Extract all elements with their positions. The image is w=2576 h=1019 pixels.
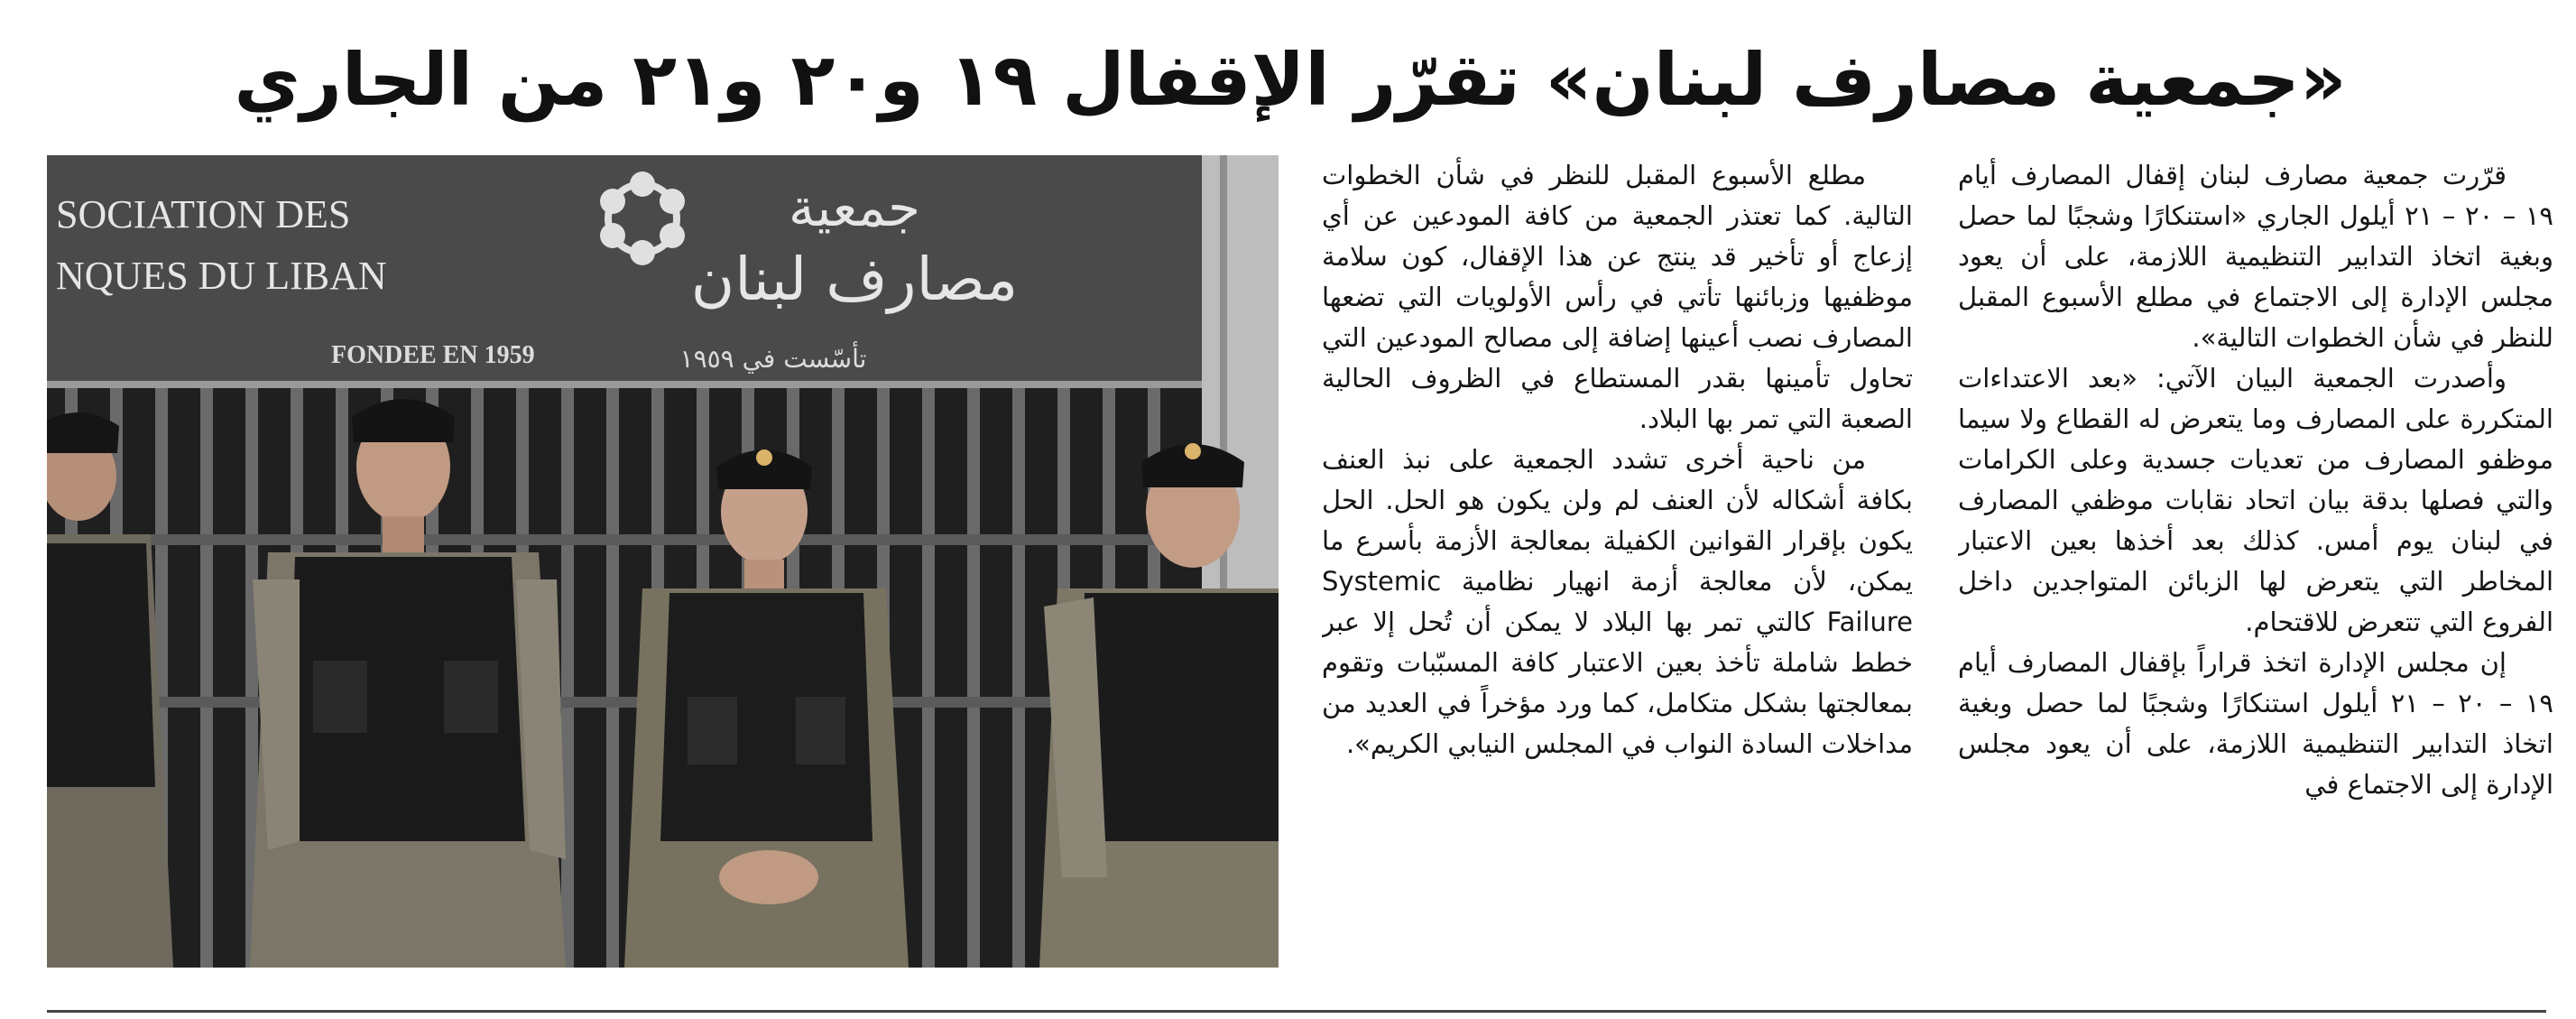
- article-paragraph: قرّرت جمعية مصارف لبنان إقفال المصارف أيام ١٩ – ٢٠ – ٢١ أيلول الجاري «استنكارًا وشجبًا لما حصل وبغية اتخاذ التدابير التنظيمية اللازمة، على أن يعود مجلس الإدارة إلى الاجتماع في مطلع الأسبوع المقبل للنظر في شأن الخطوات التالية».: [1958, 160, 2553, 353]
- article-column-right: [1958, 155, 2553, 999]
- news-photo: [47, 155, 1279, 968]
- metal-gate: [47, 388, 1202, 968]
- article-paragraph: مطلع الأسبوع المقبل للنظر في شأن الخطوات التالية. كما تعتذر الجمعية من كافة المودعين عن أي إزعاج أو تأخير قد ينتج عن هذا الإقفال، كون سلامة موظفيها وزبائنها تأتي في رأس الأولويات التي تضعها المصارف نصب أعينها إضافة إلى مصالح المودعين التي تحاول تأمينها بقدر المستطاع في الظروف الحالية الصعبة التي تمر بها البلاد.: [1322, 160, 1913, 434]
- article-paragraph: إن مجلس الإدارة اتخذ قراراً بإقفال المصارف أيام ١٩ – ٢٠ – ٢١ أيلول استنكارًا وشجبًا لما حصل وبغية اتخاذ التدابير التنظيمية اللازمة، على أن يعود مجلس الإدارة إلى الاجتماع في: [1958, 647, 2553, 800]
- sign-french-line2: NQUES DU LIBAN: [56, 254, 387, 298]
- article-paragraph: من ناحية أخرى تشدد الجمعية على نبذ العنف بكافة أشكاله لأن العنف لم ولن يكون هو الحل. الحل يكون بإقرار القوانين الكفيلة بمعالجة الأزمة بأسرع ما يمكن، لأن معالجة أزمة انهيار نظامية Systemic Failure كالتي تمر بها البلاد لا يمكن أن تُحل إلا عبر خطط شاملة تأخذ بعين الاعتبار كافة المسبّبات وتقوم بمعالجتها بشكل متكامل، كما ورد مؤخراً في العديد من مداخلات السادة النواب في المجلس النيابي الكريم».: [1322, 444, 1913, 759]
- sign-arabic-line1: جمعية: [789, 177, 920, 238]
- sign-arabic-founded: تأسّست في ١٩٥٩: [679, 344, 867, 374]
- bottom-rule: [47, 1010, 2546, 1013]
- article-paragraph: وأصدرت الجمعية البيان الآتي: «بعد الاعتداءات المتكررة على المصارف وما يتعرض له القطاع ولا سيما موظفو المصارف من تعديات جسدية وعلى الكرامات والتي فصلها بدقة بيان اتحاد نقابات موظفي المصارف في لبنان يوم أمس. كذلك بعد أخذها بعين الاعتبار المخاطر التي يتعرض لها الزبائن المتواجدين داخل الفروع التي تتعرض للاقتحام.: [1958, 363, 2553, 637]
- article-column-middle: [1322, 155, 1913, 999]
- sign-french-line1: SOCIATION DES: [56, 192, 351, 236]
- article-headline: «جمعية مصارف لبنان» تقرّر الإقفال ١٩ و٢٠ و٢١ من الجاري: [234, 38, 2347, 122]
- sign-arabic-line2: مصارف لبنان: [690, 245, 1019, 314]
- sign-french-founded: FONDEE EN 1959: [331, 341, 535, 369]
